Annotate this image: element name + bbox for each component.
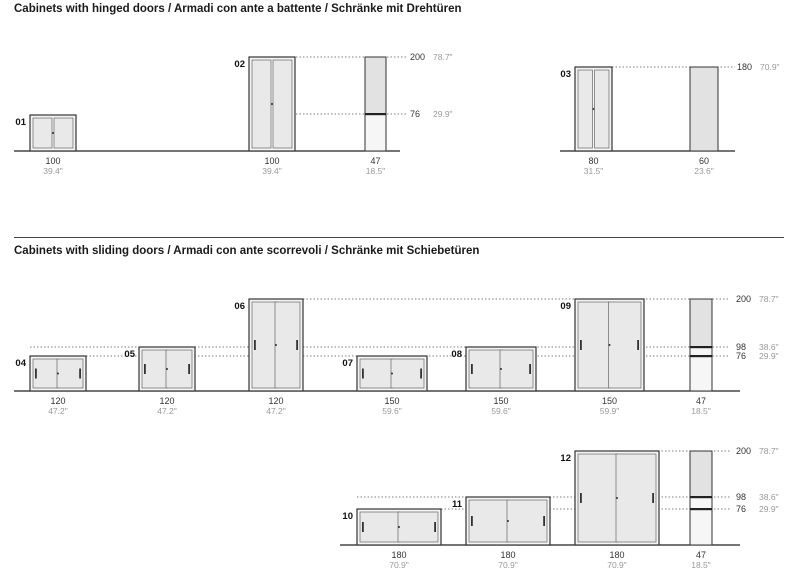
sliding-door-panel [142, 350, 168, 388]
door-panel [578, 70, 593, 148]
height-cm-label: 76 [410, 109, 421, 119]
cabinet-12 [575, 451, 659, 545]
depth-in-label: 18.5" [691, 560, 711, 570]
depth-cm-label: 60 [698, 156, 710, 166]
lock-dot [52, 132, 54, 134]
sliding-door-panel [398, 512, 438, 542]
width-cm-label: 180 [391, 550, 407, 560]
width-in-label: 59.9" [599, 406, 620, 416]
door-handle [188, 364, 190, 374]
width-cm-label: 180 [609, 550, 625, 560]
height-in-label: 38.6" [759, 492, 779, 502]
door-panel [273, 60, 292, 148]
cabinet-number-label: 05 [124, 349, 135, 360]
sliding-door-panel [391, 359, 424, 388]
cabinet-number-label: 06 [234, 301, 245, 312]
depth-in-label: 18.5" [365, 166, 386, 176]
door-handle [254, 340, 256, 350]
width-in-label: 70.9" [389, 560, 409, 570]
height-cm-label: 200 [736, 294, 752, 304]
width-cm-label: 180 [500, 550, 516, 560]
width-cm-label: 80 [588, 156, 599, 166]
depth-cm-label: 47 [370, 156, 381, 166]
height-cm-label: 98 [736, 342, 747, 352]
height-in-label: 78.7" [759, 446, 779, 456]
shelf-line [690, 496, 712, 498]
cabinet-02 [249, 57, 295, 151]
width-in-label: 31.5" [583, 166, 604, 176]
sliding-door-panel [609, 302, 642, 388]
side-view-hinged-b [690, 67, 718, 151]
cabinet-05 [139, 347, 195, 391]
sliding-door-panel [616, 454, 656, 542]
cabinet-number-label: 09 [560, 301, 571, 312]
height-in-label: 38.6" [759, 342, 779, 352]
sliding-door-panel [469, 350, 502, 388]
height-cm-label: 200 [736, 446, 752, 456]
width-cm-label: 150 [601, 396, 618, 406]
door-handle [543, 516, 545, 526]
height-cm-label: 76 [736, 504, 747, 514]
sliding-section-title: Cabinets with sliding doors / Armadi con ante scorrevoli / Schränke mit Schiebetüren [14, 245, 480, 257]
sliding-door-panel [33, 359, 59, 388]
cabinet-number-label: 01 [15, 117, 26, 128]
shelf-line [690, 346, 712, 348]
height-in-label: 29.9" [433, 109, 453, 119]
cabinet-10 [357, 509, 441, 545]
width-in-label: 59.6" [491, 406, 511, 416]
sliding-door-panel [57, 359, 83, 388]
height-in-label: 78.7" [433, 52, 453, 62]
lock-dot [166, 368, 168, 370]
width-in-label: 39.4" [43, 166, 63, 176]
sliding-door-panel [469, 500, 509, 542]
door-handle [420, 369, 422, 379]
cabinet-number-label: 03 [560, 69, 571, 80]
lock-dot [391, 373, 393, 375]
cabinet-number-label: 04 [15, 358, 26, 369]
door-handle [471, 516, 473, 526]
width-cm-label: 120 [50, 396, 66, 406]
door-handle [144, 364, 146, 374]
door-panel [595, 70, 610, 148]
cabinet-01 [30, 115, 76, 151]
door-panel [252, 60, 271, 148]
sliding-door-panel [578, 454, 618, 542]
width-in-label: 39.4" [262, 166, 282, 176]
cabinet-03 [575, 67, 612, 151]
sliding-door-panel [500, 350, 533, 388]
height-cm-label: 200 [410, 52, 426, 62]
cabinet-04 [30, 356, 86, 391]
cabinet-07 [357, 356, 427, 391]
cabinet-09 [575, 299, 644, 391]
side-shade [691, 68, 718, 151]
height-in-label: 29.9" [759, 504, 779, 514]
lock-dot [271, 103, 273, 105]
sliding-door-panel [578, 302, 611, 388]
side-view-sliding-b [690, 451, 712, 545]
lock-dot [398, 526, 400, 528]
sliding-door-panel [360, 512, 400, 542]
lock-dot [275, 344, 277, 346]
hinged-section-title: Cabinets with hinged doors / Armadi con ante a battente / Schränke mit Drehtüren [14, 3, 462, 15]
door-panel [54, 118, 73, 148]
sliding-door-panel [360, 359, 393, 388]
door-handle [529, 364, 531, 374]
door-handle [362, 369, 364, 379]
side-view-sliding-a [690, 299, 712, 391]
width-cm-label: 100 [264, 156, 280, 166]
depth-cm-label: 47 [695, 550, 707, 560]
width-cm-label: 150 [384, 396, 400, 406]
cabinet-number-label: 12 [560, 453, 571, 464]
height-in-label: 78.7" [759, 294, 779, 304]
depth-in-label: 23.6" [694, 166, 714, 176]
height-cm-label: 76 [736, 351, 747, 361]
cabinet-number-label: 11 [451, 499, 462, 510]
cabinet-number-label: 02 [234, 59, 245, 70]
door-handle [35, 369, 37, 379]
door-handle [652, 493, 654, 503]
width-cm-label: 120 [159, 396, 175, 406]
shelf-line [365, 113, 386, 115]
cabinet-08 [466, 347, 536, 391]
lock-dot [609, 344, 611, 346]
sliding-door-panel [166, 350, 192, 388]
height-cm-label: 180 [737, 62, 753, 72]
depth-in-label: 18.5" [691, 406, 711, 416]
cabinet-11 [466, 497, 550, 545]
cabinet-number-label: 08 [451, 349, 462, 360]
side-shade [691, 452, 712, 497]
lock-dot [507, 520, 509, 522]
width-in-label: 70.9" [607, 560, 627, 570]
width-cm-label: 120 [268, 396, 284, 406]
cabinet-number-label: 07 [342, 358, 353, 369]
door-handle [637, 340, 639, 350]
width-in-label: 47.2" [266, 406, 286, 416]
lock-dot [593, 108, 595, 110]
width-cm-label: 100 [45, 156, 61, 166]
shelf-line [690, 355, 712, 357]
door-handle [296, 340, 298, 350]
cabinet-number-label: 10 [342, 511, 353, 522]
door-handle [580, 493, 582, 503]
lock-dot [57, 373, 59, 375]
width-in-label: 59.6" [382, 406, 402, 416]
side-view-hinged-a [365, 57, 386, 151]
height-in-label: 29.9" [759, 351, 779, 361]
side-shade [366, 58, 386, 114]
door-handle [471, 364, 473, 374]
sliding-door-panel [507, 500, 547, 542]
cabinet-06 [249, 299, 303, 391]
width-in-label: 47.2" [157, 406, 177, 416]
width-cm-label: 150 [493, 396, 509, 406]
door-panel [33, 118, 52, 148]
height-cm-label: 98 [736, 492, 747, 502]
width-in-label: 47.2" [48, 406, 68, 416]
lock-dot [616, 497, 618, 499]
door-handle [362, 522, 364, 532]
door-handle [434, 522, 436, 532]
width-in-label: 70.9" [498, 560, 518, 570]
lock-dot [500, 368, 502, 370]
depth-cm-label: 47 [695, 396, 707, 406]
side-shade [691, 300, 712, 347]
height-in-label: 70.9" [760, 62, 780, 72]
door-handle [580, 340, 582, 350]
shelf-line [690, 508, 712, 510]
door-handle [79, 369, 81, 379]
